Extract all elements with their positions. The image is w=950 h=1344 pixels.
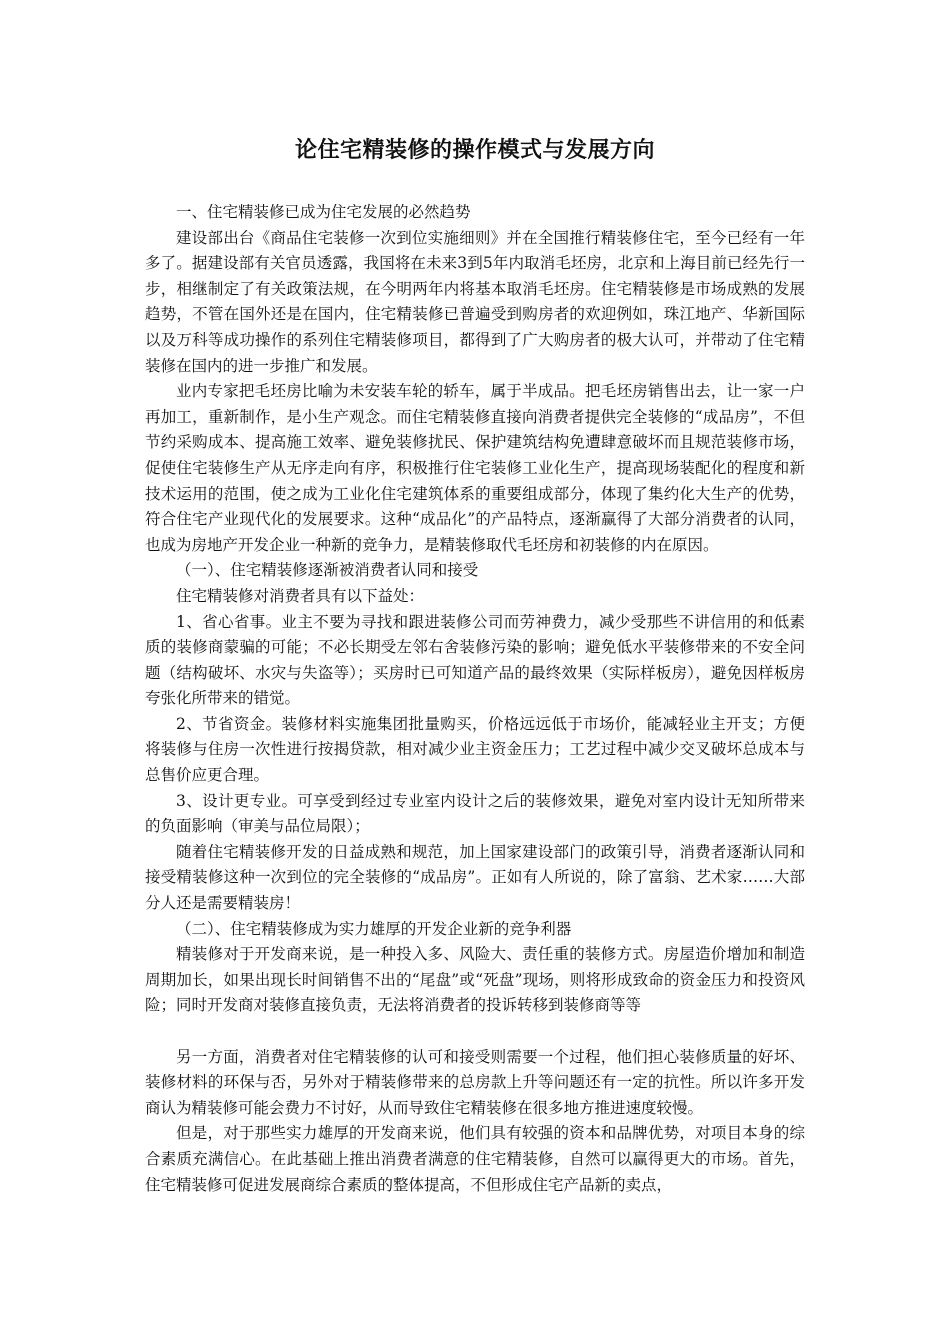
body-paragraph: 但是，对于那些实力雄厚的开发商来说，他们具有较强的资本和品牌优势，对项目本身的综合素质充满信心。在此基础上推出消费者满意的住宅精装修，自然可以赢得更大的市场。首先，住宅精装修可促进发展商综合素质的整体提高，不但形成住宅产品新的卖点， xyxy=(145,1124,805,1194)
document-title: 论住宅精装修的操作模式与发展方向 xyxy=(294,138,655,163)
body-paragraph: 随着住宅精装修开发的日益成熟和规范，加上国家建设部门的政策引导，消费者逐渐认同和接受精装修这种一次到位的完全装修的“成品房”。正如有人所说的，除了富翁、艺术家……大部分人还是需要精装房！ xyxy=(145,842,805,913)
list-item-2: 2、节省资金。装修材料实施集团批量购买，价格远远低于市场价，能减轻业主开支；方便将装修与住房一次性进行按揭贷款，相对减少业主资金压力；工艺过程中减少交叉破坏总成本与总售价应更合理。 xyxy=(145,714,805,785)
subsection-heading-1: （一）、住宅精装修逐渐被消费者认同和接受 xyxy=(176,561,479,580)
list-item-1: 1、省心省事。业主不要为寻找和跟进装修公司而劳神费力，减少受那些不讲信用的和低素质的装修商蒙骗的可能；不必长期受左邻右舍装修污染的影响；避免低水平装修带来的不安全问题（结构破坏、水灾与失盗等）；买房时已可知道产品的最终效果（实际样板房），避免因样板房夸张化所带来的错觉。 xyxy=(145,612,805,708)
body-paragraph: 住宅精装修对消费者具有以下益处： xyxy=(176,586,425,605)
body-paragraph: 另一方面，消费者对住宅精装修的认可和接受则需要一个过程，他们担心装修质量的好坏、装修材料的环保与否，另外对于精装修带来的总房款上升等问题还有一定的抗性。所以许多开发商认为精装修可能会费力不讨好，从而导致住宅精装修在很多地方推进速度较慢。 xyxy=(145,1047,805,1117)
list-item-3: 3、设计更专业。可享受到经过专业室内设计之后的装修效果，避免对室内设计无知所带来的负面影响（审美与品位局限）； xyxy=(145,791,805,836)
body-paragraph: 业内专家把毛坯房比喻为未安装车轮的轿车，属于半成品。把毛坯房销售出去，让一家一户再加工，重新制作，是小生产观念。而住宅精装修直接向消费者提供完全装修的“成品房”，不但节约采购成本、提高施工效率、避免装修扰民、保护建筑结构免遭肆意破坏而且规范装修市场，促使住宅装修生产从无序走向有序，积极推行住宅装修工业化生产，提高现场装配化的程度和新技术运用的范围，使之成为工业化住宅建筑体系的重要组成部分，体现了集约化大生产的优势，符合住宅产业现代化的发展要求。这种“成品化”的产品特点，逐渐赢得了大部分消费者的认同，也成为房地产开发企业一种新的竞争力，是精装修取代毛坯房和初装修的内在原因。 xyxy=(145,382,805,554)
subsection-heading-2: （二）、住宅精装修成为实力雄厚的开发企业新的竞争利器 xyxy=(176,919,572,938)
document-body xyxy=(145,200,805,1198)
body-paragraph: 建设部出台《商品住宅装修一次到位实施细则》并在全国推行精装修住宅，至今已经有一年多了。据建设部有关官员透露，我国将在未来3到5年内取消毛坯房，北京和上海目前已经先行一步，相继制定了有关政策法规，在今明两年内将基本取消毛坯房。住宅精装修是市场成熟的发展趋势，不管在国外还是在国内，住宅精装修已普遍受到购房者的欢迎例如，珠江地产、华新国际以及万科等成功操作的系列住宅精装修项目，都得到了广大购房者的极大认可，并带动了住宅精装修在国内的进一步推广和发展。 xyxy=(145,228,805,375)
section-heading-1: 一、住宅精装修已成为住宅发展的必然趋势 xyxy=(176,203,471,221)
body-paragraph: 精装修对于开发商来说，是一种投入多、风险大、责任重的装修方式。房屋造价增加和制造周期加长，如果出现长时间销售不出的“尾盘”或“死盘”现场，则将形成致命的资金压力和投资风险；同时开发商对装修直接负责，无法将消费者的投诉转移到装修商等等 xyxy=(145,945,805,1015)
